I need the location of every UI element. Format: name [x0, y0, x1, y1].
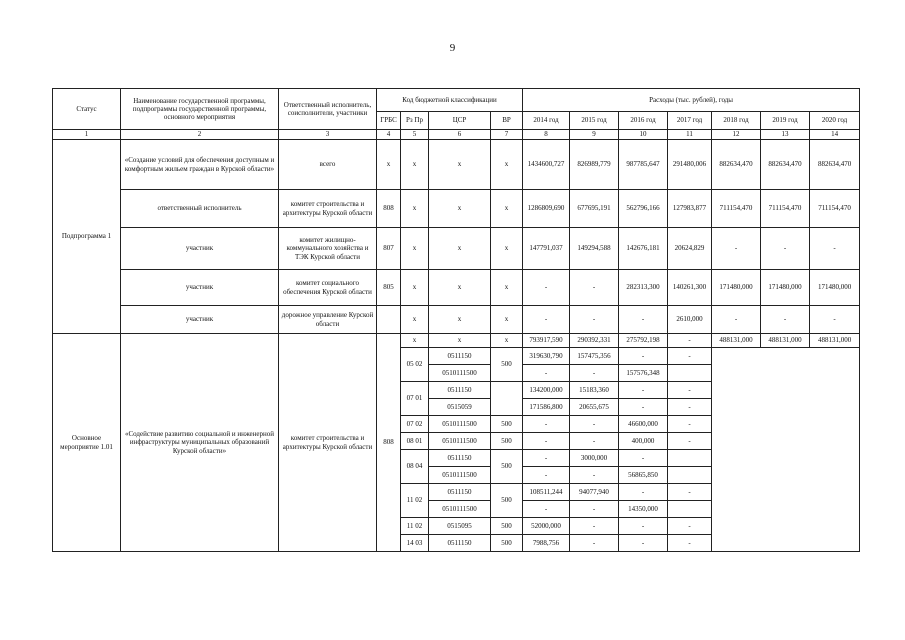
- rzpr-cell: х: [401, 270, 429, 306]
- amount-cell: 711154,470: [761, 190, 810, 228]
- csr-cell: х: [429, 270, 491, 306]
- amount-cell: -: [570, 416, 619, 433]
- header-col-number: 10: [619, 130, 668, 140]
- amount-cell: 20655,675: [570, 399, 619, 416]
- amount-cell: -: [570, 467, 619, 484]
- header-status: Статус: [53, 89, 121, 130]
- vr-cell: х: [491, 334, 523, 348]
- amount-cell: -: [523, 270, 570, 306]
- header-col-number: 11: [668, 130, 712, 140]
- participant-name: комитет строительства и архитектуры Курской области: [279, 190, 377, 228]
- csr-cell: х: [429, 140, 491, 190]
- budget-table: [52, 88, 860, 552]
- amount-cell: 142676,181: [619, 228, 668, 270]
- amount-cell: -: [761, 228, 810, 270]
- amount-cell: -: [523, 365, 570, 382]
- participant-role: участник: [121, 306, 279, 334]
- grbs-cell: 808: [377, 190, 401, 228]
- amount-cell: -: [523, 416, 570, 433]
- amount-cell: -: [570, 501, 619, 518]
- participant-name: комитет социального обеспечения Курской области: [279, 270, 377, 306]
- amount-cell: -: [761, 306, 810, 334]
- amount-cell: [668, 365, 712, 382]
- amount-cell: 147791,037: [523, 228, 570, 270]
- amount-cell: 291480,006: [668, 140, 712, 190]
- amount-cell: -: [523, 450, 570, 467]
- page-number: 9: [449, 42, 456, 54]
- amount-cell: -: [619, 306, 668, 334]
- grbs-cell: [377, 306, 401, 334]
- vr-cell: 500: [491, 535, 523, 552]
- amount-cell: -: [523, 467, 570, 484]
- amount-cell: -: [668, 382, 712, 399]
- amount-cell: -: [619, 484, 668, 501]
- measure-grbs: 808: [377, 334, 401, 552]
- amount-cell: -: [619, 382, 668, 399]
- amount-cell: 488131,000: [810, 334, 860, 348]
- vr-cell: х: [491, 306, 523, 334]
- amount-cell: 1434600,727: [523, 140, 570, 190]
- header-year: 2017 год: [668, 112, 712, 130]
- amount-cell: -: [570, 306, 619, 334]
- csr-cell: 0510111500: [429, 365, 491, 382]
- header-col-number: 5: [401, 130, 429, 140]
- amount-cell: 171480,000: [810, 270, 860, 306]
- participant-name: комитет жилищно-коммунального хозяйства и ТЭК Курской области: [279, 228, 377, 270]
- measure-name: «Содействие развитию социальной и инженерной инфраструктуры муниципальных образований Курской области»: [121, 334, 279, 552]
- vr-cell: х: [491, 140, 523, 190]
- amount-cell: 987785,647: [619, 140, 668, 190]
- amount-cell: 127983,877: [668, 190, 712, 228]
- amount-cell: [668, 450, 712, 467]
- amount-cell: 882634,470: [761, 140, 810, 190]
- amount-cell: -: [619, 348, 668, 365]
- header-year: 2015 год: [570, 112, 619, 130]
- amount-cell: -: [668, 334, 712, 348]
- subprogram-responsible: всего: [279, 140, 377, 190]
- amount-cell: [668, 501, 712, 518]
- header-name: Наименование государственной программы, подпрограммы государственной программы, основного мероприятия: [121, 89, 279, 130]
- amount-cell: 171480,000: [712, 270, 761, 306]
- participant-role: участник: [121, 228, 279, 270]
- amount-cell: 157576,348: [619, 365, 668, 382]
- header-responsible: Ответственный исполнитель, соисполнители, участники: [279, 89, 377, 130]
- vr-cell: [491, 382, 523, 416]
- amount-cell: -: [810, 306, 860, 334]
- amount-cell: 2610,000: [668, 306, 712, 334]
- vr-cell: 500: [491, 433, 523, 450]
- amount-cell: -: [668, 433, 712, 450]
- participant-role: участник: [121, 270, 279, 306]
- header-vr: ВР: [491, 112, 523, 130]
- amount-cell: 46600,000: [619, 416, 668, 433]
- amount-cell: 882634,470: [712, 140, 761, 190]
- csr-cell: х: [429, 306, 491, 334]
- amount-cell: -: [810, 228, 860, 270]
- amount-cell: 94077,940: [570, 484, 619, 501]
- amount-cell: -: [619, 399, 668, 416]
- rzpr-cell: 05 02: [401, 348, 429, 382]
- header-year: 2018 год: [712, 112, 761, 130]
- measure-responsible: комитет строительства и архитектуры Курской области: [279, 334, 377, 552]
- amount-cell: 149294,588: [570, 228, 619, 270]
- header-year: 2016 год: [619, 112, 668, 130]
- csr-cell: 0511150: [429, 450, 491, 467]
- rzpr-cell: 07 02: [401, 416, 429, 433]
- grbs-cell: х: [377, 140, 401, 190]
- participant-name: дорожное управление Курской области: [279, 306, 377, 334]
- rzpr-cell: х: [401, 306, 429, 334]
- amount-cell: -: [668, 484, 712, 501]
- rzpr-cell: х: [401, 228, 429, 270]
- vr-cell: 500: [491, 450, 523, 484]
- header-rzpr: Рз Пр: [401, 112, 429, 130]
- amount-cell: 7988,756: [523, 535, 570, 552]
- amount-cell: -: [668, 518, 712, 535]
- amount-cell: [668, 467, 712, 484]
- header-col-number: 6: [429, 130, 491, 140]
- rzpr-cell: 07 01: [401, 382, 429, 416]
- amount-cell: 108511,244: [523, 484, 570, 501]
- header-col-number: 13: [761, 130, 810, 140]
- amount-cell: 275792,198: [619, 334, 668, 348]
- header-csr: ЦСР: [429, 112, 491, 130]
- amount-cell: -: [619, 450, 668, 467]
- vr-cell: х: [491, 270, 523, 306]
- amount-cell: 711154,470: [810, 190, 860, 228]
- csr-cell: 0515059: [429, 399, 491, 416]
- csr-cell: 0510111500: [429, 467, 491, 484]
- header-grbs: ГРБС: [377, 112, 401, 130]
- amount-cell: 488131,000: [761, 334, 810, 348]
- amount-cell: -: [570, 433, 619, 450]
- amount-cell: 711154,470: [712, 190, 761, 228]
- amount-cell: 677695,191: [570, 190, 619, 228]
- rzpr-cell: 11 02: [401, 484, 429, 518]
- amount-cell: 562796,166: [619, 190, 668, 228]
- header-col-number: 14: [810, 130, 860, 140]
- header-year: 2014 год: [523, 112, 570, 130]
- amount-cell: 171586,800: [523, 399, 570, 416]
- csr-cell: х: [429, 228, 491, 270]
- measure-status: Основное мероприятие 1.01: [53, 334, 121, 552]
- header-col-number: 8: [523, 130, 570, 140]
- csr-cell: 0510111500: [429, 416, 491, 433]
- amount-cell: -: [712, 306, 761, 334]
- csr-cell: х: [429, 190, 491, 228]
- amount-cell: -: [712, 228, 761, 270]
- amount-cell: 20624,829: [668, 228, 712, 270]
- vr-cell: 500: [491, 348, 523, 382]
- amount-cell: 826989,779: [570, 140, 619, 190]
- csr-cell: 0515095: [429, 518, 491, 535]
- vr-cell: х: [491, 190, 523, 228]
- grbs-cell: 807: [377, 228, 401, 270]
- amount-cell: 15183,360: [570, 382, 619, 399]
- amount-cell: 282313,300: [619, 270, 668, 306]
- participant-role: ответственный исполнитель: [121, 190, 279, 228]
- amount-cell: 488131,000: [712, 334, 761, 348]
- amount-cell: -: [570, 535, 619, 552]
- rzpr-cell: х: [401, 334, 429, 348]
- vr-cell: 500: [491, 484, 523, 518]
- subprogram-status: Подпрограмма 1: [53, 140, 121, 334]
- header-expenses: Расходы (тыс. рублей), годы: [523, 89, 860, 112]
- amount-cell: -: [668, 399, 712, 416]
- amount-cell: -: [668, 416, 712, 433]
- header-year: 2020 год: [810, 112, 860, 130]
- amount-cell: -: [668, 348, 712, 365]
- amount-cell: 319630,790: [523, 348, 570, 365]
- header-col-number: 7: [491, 130, 523, 140]
- rzpr-cell: 11 02: [401, 518, 429, 535]
- csr-cell: 0511150: [429, 348, 491, 365]
- empty-years-block: [712, 348, 860, 552]
- header-budget-code: Код бюджетной классификации: [377, 89, 523, 112]
- rzpr-cell: х: [401, 190, 429, 228]
- amount-cell: -: [523, 433, 570, 450]
- rzpr-cell: х: [401, 140, 429, 190]
- vr-cell: 500: [491, 518, 523, 535]
- csr-cell: 0510111500: [429, 433, 491, 450]
- amount-cell: 400,000: [619, 433, 668, 450]
- amount-cell: 290392,331: [570, 334, 619, 348]
- csr-cell: 0511150: [429, 484, 491, 501]
- amount-cell: -: [523, 306, 570, 334]
- amount-cell: -: [570, 270, 619, 306]
- rzpr-cell: 08 04: [401, 450, 429, 484]
- rzpr-cell: 14 03: [401, 535, 429, 552]
- header-col-number: 3: [279, 130, 377, 140]
- grbs-cell: 805: [377, 270, 401, 306]
- amount-cell: -: [619, 535, 668, 552]
- amount-cell: 793917,590: [523, 334, 570, 348]
- amount-cell: -: [523, 501, 570, 518]
- header-year: 2019 год: [761, 112, 810, 130]
- amount-cell: 1286809,690: [523, 190, 570, 228]
- amount-cell: 157475,356: [570, 348, 619, 365]
- header-col-number: 1: [53, 130, 121, 140]
- vr-cell: 500: [491, 416, 523, 433]
- amount-cell: 14350,000: [619, 501, 668, 518]
- amount-cell: 56865,850: [619, 467, 668, 484]
- amount-cell: -: [619, 518, 668, 535]
- header-col-number: 9: [570, 130, 619, 140]
- amount-cell: 171480,000: [761, 270, 810, 306]
- rzpr-cell: 08 01: [401, 433, 429, 450]
- amount-cell: -: [570, 518, 619, 535]
- csr-cell: 0511150: [429, 382, 491, 399]
- csr-cell: 0510111500: [429, 501, 491, 518]
- header-col-number: 12: [712, 130, 761, 140]
- amount-cell: 134200,000: [523, 382, 570, 399]
- vr-cell: х: [491, 228, 523, 270]
- subprogram-name: «Создание условий для обеспечения доступным и комфортным жильем граждан в Курской области»: [121, 140, 279, 190]
- amount-cell: 140261,300: [668, 270, 712, 306]
- csr-cell: х: [429, 334, 491, 348]
- header-col-number: 2: [121, 130, 279, 140]
- amount-cell: -: [570, 365, 619, 382]
- csr-cell: 0511150: [429, 535, 491, 552]
- header-col-number: 4: [377, 130, 401, 140]
- amount-cell: 52000,000: [523, 518, 570, 535]
- amount-cell: 882634,470: [810, 140, 860, 190]
- amount-cell: -: [668, 535, 712, 552]
- amount-cell: 3000,000: [570, 450, 619, 467]
